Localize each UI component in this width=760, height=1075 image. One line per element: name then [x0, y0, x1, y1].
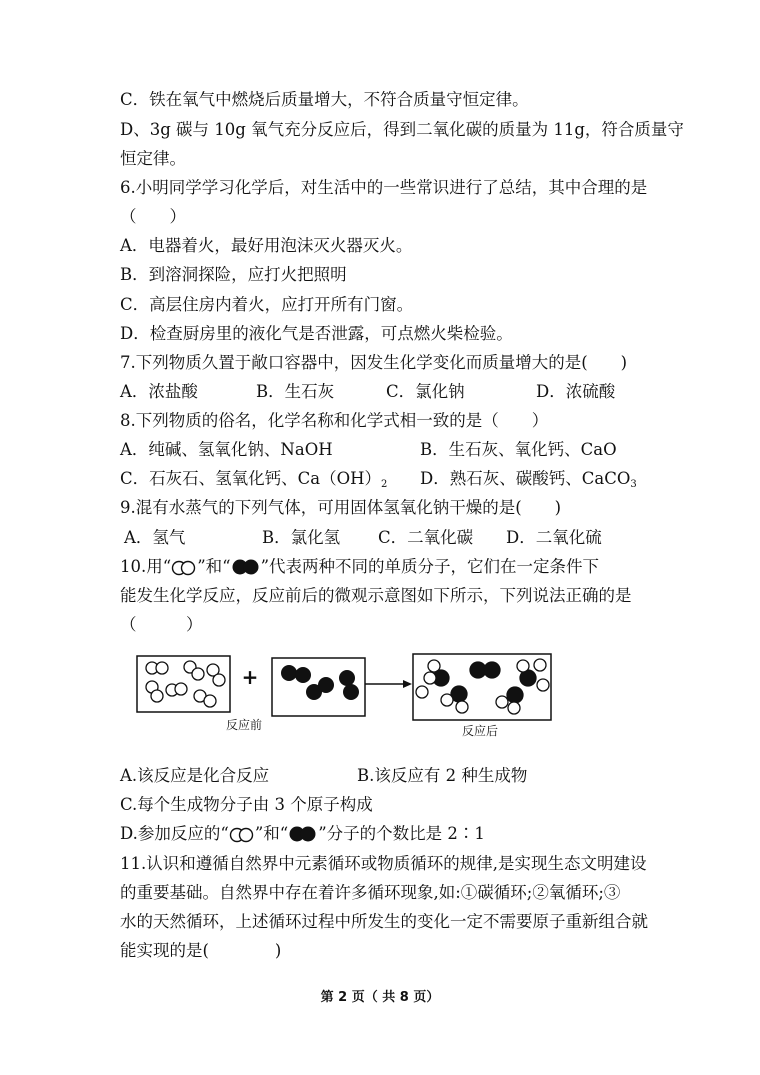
reaction-arrow: [365, 680, 412, 688]
q8-option-c: C．石灰石、氢氧化钙、$Ca(OH)_2$: [120, 469, 388, 490]
q5-option-d-line2: 恒定律。: [120, 149, 186, 168]
q10-option-d: D.参加反应的“ ”和“ ”分子的个数比是 2∶1: [120, 824, 485, 843]
q7-option-d: D．浓硫酸: [536, 382, 616, 401]
q6-option-c: C．高层住房内着火，应打开所有门窗。: [120, 295, 414, 314]
q10-answer-blank: （ ）: [120, 615, 203, 634]
q11-stem-line1: 11.认识和遵循自然界中元素循环或物质循环的规律,是实现生态文明建设: [120, 854, 647, 873]
q9-option-b: B．氯化氢: [262, 528, 341, 547]
q6-option-d: D．检查厨房里的液化气是否泄露，可点燃火柴检验。: [120, 324, 513, 343]
white-molecule-icon: [229, 827, 255, 843]
q10-stem-line2: 能发生化学反应，反应前后的微观示意图如下所示，下列说法正确的是: [120, 586, 632, 605]
q7-option-b: B．生石灰: [256, 382, 335, 401]
q7-stem: 7.下列物质久置于敞口容器中，因发生化学变化而质量增大的是( ): [120, 353, 628, 372]
page-footer: 第 2 页（ 共 8 页）: [320, 990, 440, 1005]
q7-option-c: C．氯化钠: [386, 382, 465, 401]
caption-after-reaction: 反应后: [462, 724, 499, 738]
black-molecule-icon: [231, 558, 261, 576]
reaction-diagram: [0, 648, 760, 768]
q10-option-a: A.该反应是化合反应: [120, 766, 270, 785]
q5-option-d-line1: D、3g 碳与 10g 氧气充分反应后，得到二氧化碳的质量为 11g，符合质量守: [120, 120, 684, 139]
q8-stem: 8.下列物质的俗名，化学名称和化学式相一致的是（ ）: [120, 411, 549, 430]
q5-option-c: C．铁在氧气中燃烧后质量增大，不符合质量守恒定律。: [120, 90, 529, 109]
white-molecule-icon: [171, 560, 197, 576]
caption-before-reaction: 反应前: [226, 718, 263, 732]
plus-sign: +: [241, 665, 259, 689]
q10-option-c: C.每个生成物分子由 3 个原子构成: [120, 795, 373, 814]
q6-option-a: A．电器着火，最好用泡沫灭火器灭火。: [120, 236, 413, 255]
q7-option-a: A．浓盐酸: [120, 382, 198, 401]
q6-answer-blank: （ ）: [120, 207, 186, 226]
q8-option-b: B．生石灰、氧化钙、CaO: [420, 440, 617, 459]
q10-stem-line1: 10.用“ ”和“ ”代表两种不同的单质分子，它们在一定条件下: [120, 557, 599, 576]
q9-option-d: D．二氧化硫: [506, 528, 602, 547]
q9-option-a: A．氢气: [124, 528, 186, 547]
q9-stem: 9.混有水蒸气的下列气体，可用固体氢氧化钠干燥的是( ): [120, 498, 562, 517]
q11-stem-line4: 能实现的是( ): [120, 941, 282, 960]
q6-stem: 6.小明同学学习化学后，对生活中的一些常识进行了总结，其中合理的是: [120, 178, 648, 197]
q11-stem-line2: 的重要基础。自然界中存在着许多循环现象,如:①碳循环;②氧循环;③: [120, 883, 621, 902]
black-molecule-icon: [288, 825, 318, 843]
q9-option-c: C．二氧化碳: [378, 528, 474, 547]
q6-option-b: B．到溶洞探险，应打火把照明: [120, 265, 347, 284]
q10-option-b: B.该反应有 2 种生成物: [357, 766, 528, 785]
q8-option-a: A．纯碱、氢氧化钠、NaOH: [120, 440, 333, 459]
q11-stem-line3: 水的天然循环，上述循环过程中所发生的变化一定不需要原子重新组合就: [120, 912, 648, 931]
q8-option-d: D．熟石灰、碳酸钙、CaCO$_3$: [420, 469, 637, 490]
